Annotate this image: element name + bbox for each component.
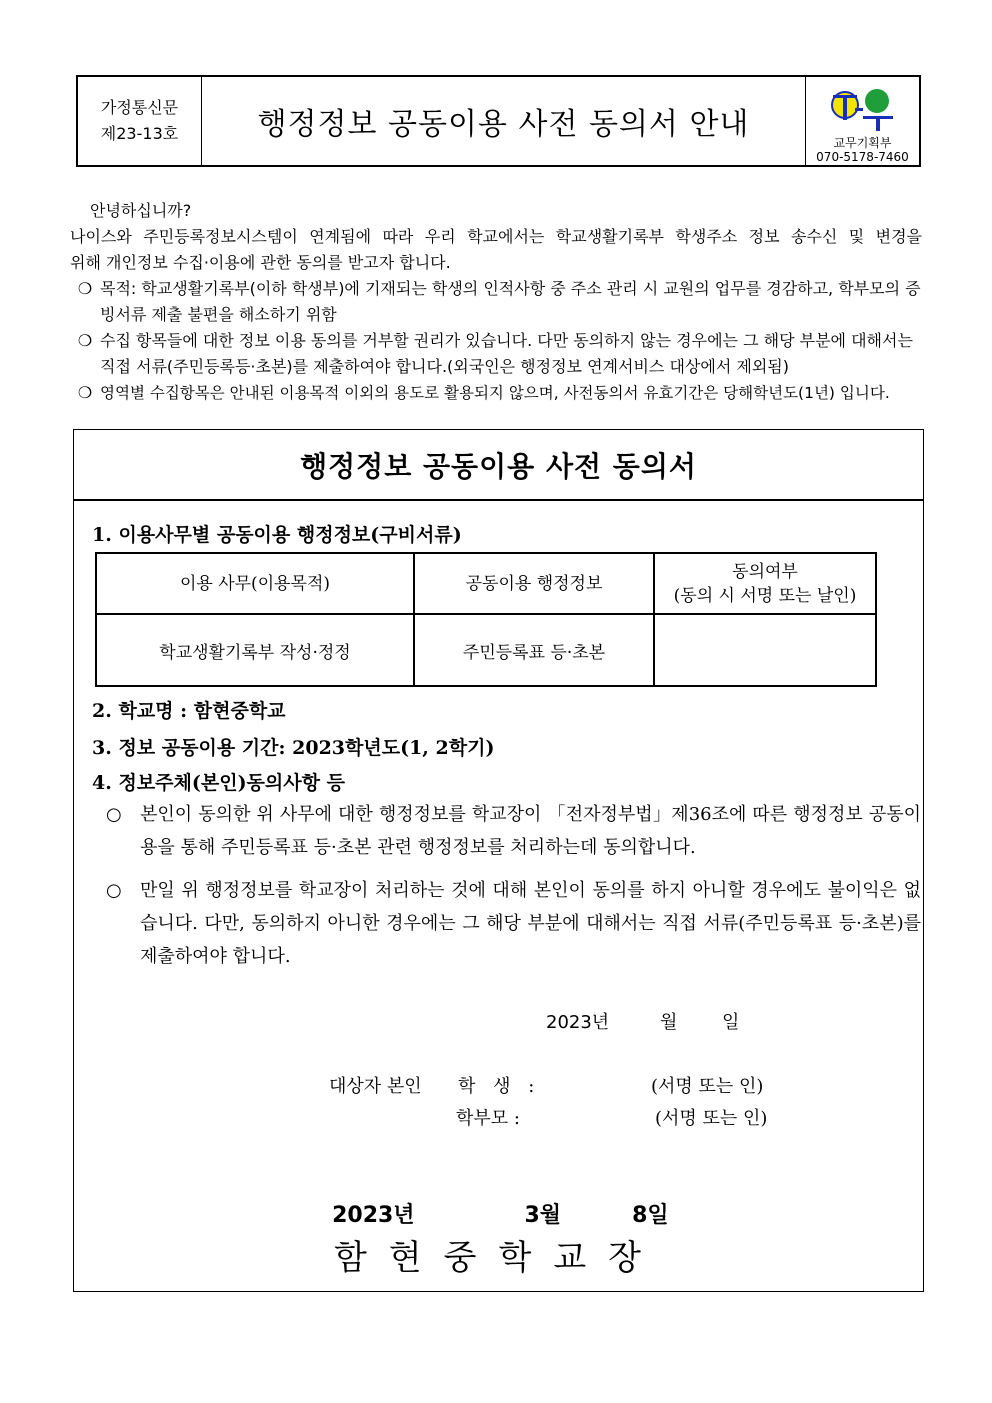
bullet-circle-icon: ❍ bbox=[77, 279, 93, 298]
notice-number: 제23-13호 bbox=[100, 124, 179, 143]
consent-signature-cell[interactable] bbox=[654, 614, 876, 686]
student-signature-field[interactable] bbox=[544, 1068, 644, 1096]
cell-purpose: 학교생활기록부 작성·정정 bbox=[96, 614, 414, 686]
consent-item bbox=[106, 798, 921, 864]
blank-date-day: 일 bbox=[722, 1012, 740, 1033]
issue-day: 8일 bbox=[632, 1203, 669, 1228]
section-3-heading: 3. 정보 공동이용 기간: 2023학년도(1, 2학기) bbox=[92, 737, 495, 759]
issue-year: 2023년 bbox=[332, 1203, 415, 1228]
parent-signature-field[interactable] bbox=[544, 1100, 644, 1128]
item-circle-icon: ○ bbox=[106, 880, 122, 901]
issue-date bbox=[74, 1198, 923, 1229]
header-consent bbox=[654, 553, 876, 614]
header-consent-hint: (동의 시 서명 또는 날인) bbox=[673, 585, 857, 606]
intro-bullet bbox=[70, 328, 922, 380]
notice-category: 가정통신문 bbox=[100, 98, 179, 117]
section-4-heading: 4. 정보주체(본인)동의사항 등 bbox=[92, 772, 345, 794]
table-row bbox=[96, 614, 876, 686]
student-label: 학 생 : bbox=[458, 1076, 541, 1097]
header-purpose: 이용 사무(이용목적) bbox=[96, 553, 414, 614]
bullet-text: 수집 항목들에 대한 정보 이용 동의를 거부할 권리가 있습니다. 다만 동의하지 않는 경우에는 그 해당 부분에 대해서는 직접 서류(주민등록등·초본)를 제출하여야 합니다.(외국인은 행정정보 연계서비스 대상에서 제외됨) bbox=[100, 331, 913, 376]
consent-item-text: 본인이 동의한 위 사무에 대한 행정정보를 학교장이 「전자정부법」제36조에 따른 행정정보 공동이용을 통해 주민등록표 등·초본 관련 행정정보를 처리하는데 동의합니다. bbox=[140, 804, 921, 858]
bullet-text: 영역별 수집항목은 안내된 이용목적 이외의 용도로 활용되지 않으며, 사전동의서 유효기간은 당해학년도(1년) 입니다. bbox=[100, 384, 890, 402]
blank-date-year: 2023년 bbox=[546, 1012, 610, 1033]
intro-bullet bbox=[70, 276, 922, 328]
intro-line-1: 나이스와 주민등록정보시스템이 연계됨에 따라 우리 학교에서는 학교생활기록부 학생주소 정보 송수신 및 변경을 bbox=[70, 227, 922, 246]
header-info: 공동이용 행정정보 bbox=[414, 553, 654, 614]
bullet-circle-icon: ❍ bbox=[77, 331, 93, 350]
section-2-heading: 2. 학교명 : 함현중학교 bbox=[92, 700, 286, 722]
table-header-row bbox=[96, 553, 876, 614]
principal-signature: 함현중학교장 bbox=[333, 1238, 664, 1278]
department-phone: 070-5178-7460 bbox=[816, 150, 909, 164]
consent-form bbox=[73, 429, 924, 1292]
consent-item-text: 만일 위 행정정보를 학교장이 처리하는 것에 대해 본인이 동의를 하지 아니할 경우에도 불이익은 없습니다. 다만, 동의하지 아니한 경우에는 그 해당 부분에 대해서는 직접 서류(주민등록표 등·초본)를 제출하여야 합니다. bbox=[140, 880, 921, 967]
cell-info: 주민등록표 등·초본 bbox=[414, 614, 654, 686]
consent-table bbox=[95, 552, 877, 687]
department-cell bbox=[806, 77, 919, 165]
parent-sign-hint: (서명 또는 인) bbox=[655, 1108, 768, 1129]
item-circle-icon: ○ bbox=[106, 804, 122, 825]
header-consent-label: 동의여부 bbox=[732, 561, 798, 582]
intro-bullet bbox=[70, 380, 922, 406]
notice-title: 행정정보 공동이용 사전 동의서 안내 bbox=[202, 77, 806, 165]
notice-id-cell bbox=[78, 77, 202, 165]
intro-section bbox=[70, 198, 922, 406]
notice-header bbox=[76, 75, 921, 167]
school-logo-icon bbox=[829, 86, 897, 132]
signer-label: 대상자 본인 bbox=[329, 1076, 422, 1097]
consent-item bbox=[106, 874, 921, 973]
intro-line-2: 위해 개인정보 수집·이용에 관한 동의를 받고자 합니다. bbox=[70, 253, 451, 272]
parent-label: 학부모 : bbox=[456, 1108, 520, 1129]
section-1-heading: 1. 이용사무별 공동이용 행정정보(구비서류) bbox=[92, 524, 462, 546]
bullet-text: 목적: 학교생활기록부(이하 학생부)에 기재되는 학생의 인적사항 중 주소 관리 시 교원의 업무를 경감하고, 학부모의 증빙서류 제출 불편을 해소하기 위함 bbox=[100, 279, 921, 324]
greeting: 안녕하십니까? bbox=[90, 201, 192, 220]
bullet-circle-icon: ❍ bbox=[77, 383, 93, 402]
student-sign-hint: (서명 또는 인) bbox=[651, 1076, 764, 1097]
department-name: 교무기획부 bbox=[833, 136, 892, 150]
blank-date-month: 월 bbox=[660, 1012, 678, 1033]
form-title: 행정정보 공동이용 사전 동의서 bbox=[74, 430, 923, 501]
issue-month: 3월 bbox=[524, 1203, 561, 1228]
